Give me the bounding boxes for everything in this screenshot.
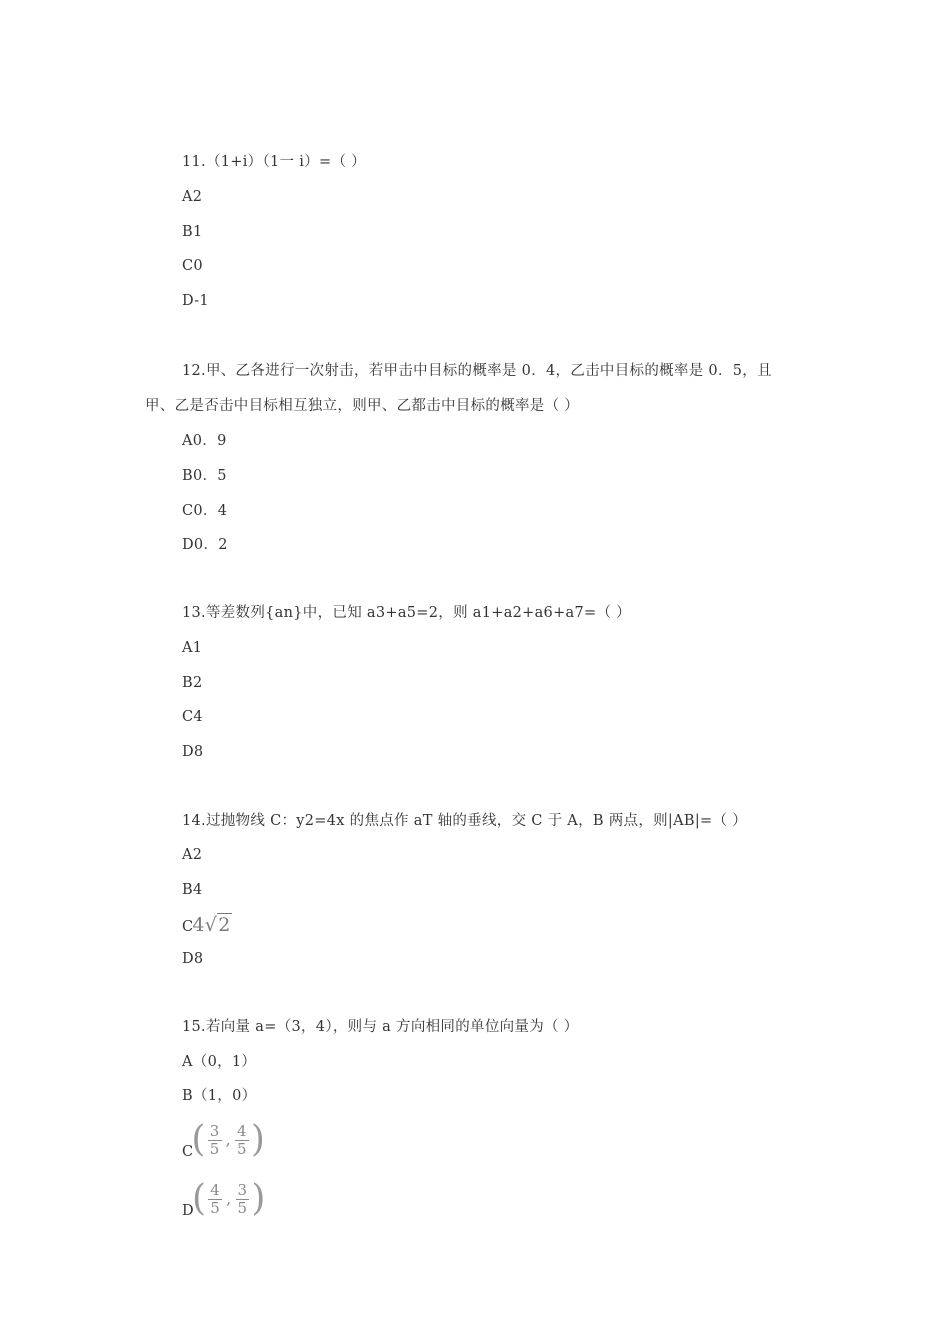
fraction-1 <box>208 1123 222 1158</box>
sqrt-symbol: √ <box>204 914 218 936</box>
fraction-1 <box>208 1182 222 1217</box>
question-15-option-c <box>182 1114 265 1160</box>
fraction-2 <box>236 1182 250 1217</box>
sqrt-radicand: 2 <box>218 914 231 936</box>
denominator: 5 <box>209 1139 220 1158</box>
question-12-stem-line2: 甲、乙是否击中目标相互独立，则甲、乙都击中目标的概率是（ ） <box>145 398 580 414</box>
option-c-label: C <box>182 1144 194 1160</box>
question-15-option-a: A（0，1） <box>182 1054 257 1070</box>
question-14-option-b: B4 <box>182 882 203 898</box>
left-paren: ( <box>191 1178 207 1219</box>
right-paren: ) <box>250 1119 266 1160</box>
left-paren: ( <box>191 1119 206 1160</box>
numerator: 3 <box>237 1180 248 1199</box>
question-12-stem-line1: 12.甲、乙各进行一次射击，若甲击中目标的概率是 0．4，乙击中目标的概率是 0．5，且 <box>182 363 772 379</box>
fraction-vector-c <box>191 1120 265 1160</box>
question-15-option-b: B（1，0） <box>182 1088 257 1104</box>
question-13-option-d: D8 <box>182 744 204 760</box>
question-14-option-c <box>182 910 232 936</box>
right-paren: ) <box>251 1178 266 1219</box>
separator: , <box>225 1130 231 1149</box>
question-11-option-c: C0 <box>182 258 203 274</box>
sqrt-expression <box>192 914 231 936</box>
sqrt-coefficient: 4 <box>192 914 205 936</box>
question-11-option-a: A2 <box>182 189 203 205</box>
question-11-option-d: D-1 <box>182 293 209 309</box>
fraction-vector-d <box>192 1179 266 1219</box>
numerator: 4 <box>237 1121 247 1140</box>
numerator: 4 <box>210 1180 221 1199</box>
question-14-option-d: D8 <box>182 951 204 967</box>
question-12-option-d: D0．2 <box>182 537 228 553</box>
question-15-option-d <box>182 1173 266 1219</box>
question-14-stem: 14.过抛物线 C：y2=4x 的焦点作 aT 轴的垂线，交 C 于 A，B 两点，则|AB|=（ ） <box>182 813 747 829</box>
question-12-option-a: A0．9 <box>182 433 227 449</box>
question-15-stem: 15.若向量 a=（3，4），则与 a 方向相同的单位向量为（ ） <box>182 1019 579 1035</box>
question-13-option-c: C4 <box>182 709 203 725</box>
question-12-option-b: B0．5 <box>182 468 227 484</box>
question-11-stem: 11.（1+i）（1一 i）=（ ） <box>182 154 366 170</box>
fraction-2 <box>235 1123 249 1158</box>
question-14-option-a: A2 <box>182 847 203 863</box>
denominator: 5 <box>237 1139 247 1158</box>
numerator: 3 <box>209 1121 220 1140</box>
question-12-option-c: C0．4 <box>182 503 228 519</box>
question-11-option-b: B1 <box>182 224 203 240</box>
denominator: 5 <box>210 1198 221 1217</box>
question-13-option-a: A1 <box>182 640 203 656</box>
question-13-stem: 13.等差数列{an}中，已知 a3+a5=2，则 a1+a2+a6+a7=（ ） <box>182 605 631 621</box>
denominator: 5 <box>237 1198 248 1217</box>
separator: , <box>226 1189 232 1208</box>
option-c-label: C <box>182 919 194 935</box>
option-d-label: D <box>182 1203 194 1219</box>
question-13-option-b: B2 <box>182 675 203 691</box>
